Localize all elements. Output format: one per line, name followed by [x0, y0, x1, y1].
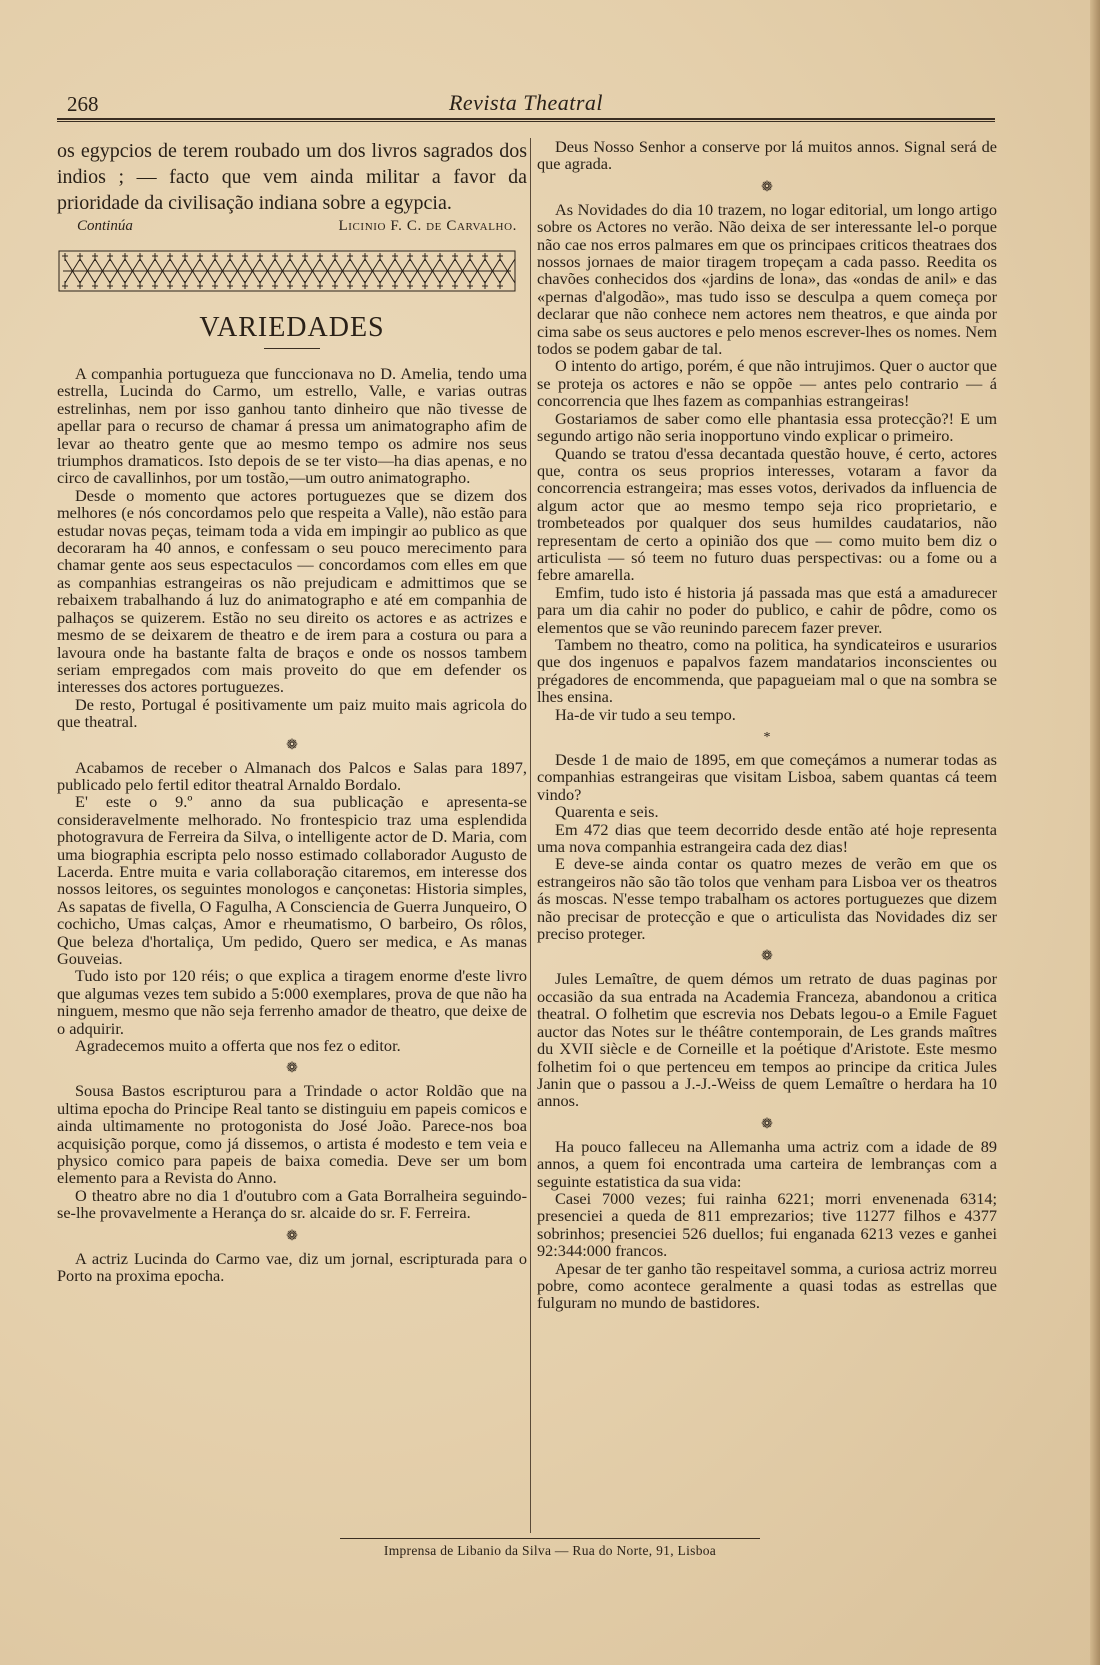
footer-rule	[340, 1538, 760, 1539]
title-underline	[264, 348, 320, 349]
paragraph: Quarenta e seis.	[555, 802, 659, 822]
paragraph: As Novidades do dia 10 trazem, no logar editorial, um longo artigo sobre os Actores no verão. Não deixa de ser interessante lel-o porque não cae nos erros palmares em que os principaes criticos theatraes dos nossos jornaes de maior tiragem tropeçam a cada passo. Reedita os chavões conhecidos dos «jardins de lona», das «ondas de anil» e das «pernas d'algodão», mas tudo isso se desculpa a quem começa por declarar que não conhece nem actores nem theatros, e que ainda por cima sabe os seus auctores e pelo menos escrever-lhes os nomes. Nem todos se podem gabar de tal.	[537, 199, 997, 359]
paragraph: E' este o 9.º anno da sua publicação e apresenta-se consideravelmente melhorado. No frontespicio traz uma esplendida photogravura de Ferreira da Silva, o intelligente actor de D. Maria, com uma biographia escripta pelo nosso estimado collaborador Augusto de Lacerda. Entre muita e varia collaboração citaremos, em interesse dos nossos leitores, os seguintes monologos e cançonetas: Historia simples, As sapatas de fivella, O Fagulha, A Consciencia de Guerra Junqueiro, O cochicho, Umas calças, Amor e rheumatismo, O barbeiro, Os rôlos, Que beleza d'hortaliça, Um pedido, Quero ser medica, e As manas Gouveias.	[57, 792, 527, 968]
page-footer	[0, 1538, 1100, 1559]
article-ending-text: os egypcios de terem roubado um dos livros sagrados dos indios ; — facto que vem ainda militar a favor da prioridade da civilisação indiana sobre a egypcia.	[57, 140, 527, 214]
section-title: VARIEDADES	[199, 312, 385, 343]
rosette-separator: ❁	[761, 949, 773, 965]
paragraph: Agradecemos muito a offerta que nos fez o editor.	[75, 1036, 401, 1056]
paragraph: Acabamos de receber o Almanach dos Palcos e Salas para 1897, publicado pelo fertil editor theatral Arnaldo Bordalo.	[57, 757, 527, 794]
rosette-separator: ❁	[761, 1116, 773, 1132]
continua-label: Continúa	[77, 218, 133, 234]
paragraph: De resto, Portugal é positivamente um paiz muito mais agricola do que theatral.	[57, 694, 527, 732]
header-rule-thin	[57, 121, 995, 122]
paragraph: A companhia portugueza que funccionava no D. Amelia, tendo uma estrella, Lucinda do Carmo, um estrello, Valle, e varias outras estrelinhas, nem por isso ganhou tanto dinheiro que não tivesse de apellar para o recurso de chamar á pressa um animatographo afim de levar ao theatro gente que ao mesmo tempo os admire nos seus triumphos dramaticos. Isto depois de se ter visto—ha dias apenas, e no circo de cavallinhos, por um tostão,—um outro animatographo.	[57, 364, 527, 488]
header-rule	[57, 118, 995, 120]
running-title: Revista Theatral	[448, 90, 604, 115]
paragraph: Ha-de vir tudo a seu tempo.	[555, 704, 736, 724]
paragraph: A actriz Lucinda do Carmo vae, diz um jornal, escripturada para o Porto na proxima epocha.	[57, 1248, 527, 1286]
page-number: 268	[67, 92, 99, 116]
paragraph: Em 472 dias que teem decorrido desde então até hoje representa uma nova companhia estrangeira cada dez dias!	[537, 819, 997, 857]
paragraph: Quando se tratou d'essa decantada questão houve, é certo, actores que, contra os seus proprios interesses, votaram a favor da concorrencia estrangeira; mas esses votos, derivados da influencia de algum actor que ao mesmo tempo seja rico proprietario, e trombeteados por qualquer dos seus humildes caudatarios, não representam de certo a opinião dos que — como muito bem diz o articulista — só teem no futuro duas perspectivas: ou a fome ou a febre amarella.	[537, 443, 997, 585]
left-column	[57, 138, 527, 1285]
article-ending	[57, 138, 527, 216]
paragraph: E deve-se ainda contar os quatro mezes de verão em que os estrangeiros não são tão tolos que venham para Lisboa ver os theatros ás moscas. N'esse tempo trabalham os actores portuguezes que dizem não precisar de protecção e que o articulista das Novidades diz ser preciso proteger.	[537, 854, 997, 944]
paragraph: Tambem no theatro, como na politica, ha syndicateiros e usurarios que dos ingenuos e papalvos fazem mandatarios inconscientes ou prégadores de encommenda, que papagueiam mal o que na sombra se lhes ensina.	[537, 634, 997, 707]
paragraph: Tudo isto por 120 réis; o que explica a tiragem enorme d'este livro que algumas vezes tem subido a 5:000 exemplares, prova de que não ha ninguem, mesmo que não seja ferrenho amador de theatro, que deixe de o adquirir.	[57, 966, 527, 1038]
column-divider	[530, 138, 531, 1533]
page-header	[57, 88, 995, 120]
paragraph: O theatro abre no dia 1 d'outubro com a Gata Borralheira seguindo-se-lhe provavelmente a Herança do sr. alcaide do sr. F. Ferreira.	[57, 1185, 527, 1223]
paragraph: O intento do artigo, porém, é que não intrujimos. Quer o auctor que se proteja os actores e não se oppõe — antes pelo contrario — á concorrencia que lhes fazem as companhias estrangeiras!	[537, 356, 997, 411]
rosette-separator: ❁	[286, 1061, 298, 1077]
paragraph: Desde o momento que actores portuguezes que se dizem dos melhores (e nós concordamos pelo que respeita a Valle), não estão para estudar novas peças, teimam toda a vida em impingir ao publico as que decoraram ha 40 annos, e confessam o seu pouco merecimento para chamar gente aos seus espectaculos — concordamos com elles em que as companhias estrangeiras os não prejudicam e admittimos que se rebaixem trabalhando á luz do animatographo e até em companhia de palhaços se quizerem. Estão no seu direito os actores e as actrizes e mesmo de se deixarem de theatro e de irem para a costura ou para a lavoura onde ha bastante falta de braços e onde os nossos tambem seriam empregados com mais proveito do que em defender os interesses dos actores portuguezes.	[57, 485, 527, 697]
rosette-separator: ❁	[286, 1228, 298, 1244]
paragraph: Gostariamos de saber como elle phantasia essa protecção?! E um segundo artigo não seria inopportuno vindo explicar o primeiro.	[537, 408, 997, 446]
printer-imprint: Imprensa de Libanio da Silva — Rua do Norte, 91, Lisboa	[383, 1543, 717, 1558]
rosette-separator: ❁	[286, 737, 298, 753]
paragraph: Jules Lemaître, de quem démos um retrato de duas paginas por occasião da sua entrada na Academia Franceza, abandonou a critica theatral. O folhetim que escrevia nos Debats legou-o a Emile Faguet auctor das Notes sur le théâtre contemporain, de Les grands maîtres du XVII siècle e de Corneille et la poétique d'Aristote. Este mesmo folhetim foi o que pertenceu em tempos ao principe da critica Jules Janin que o passou a J.-J.-Weiss de quem Lemaître o herdara ha 10 annos.	[537, 969, 997, 1111]
page-edge	[1090, 0, 1100, 1665]
paragraph: Ha pouco falleceu na Allemanha uma actriz com a idade de 89 annos, a quem foi encontrada uma carteira de lembranças com a seguinte estatistica da sua vida:	[537, 1136, 997, 1191]
paragraph: Apesar de ter ganho tão respeitavel somma, a curiosa actriz morreu pobre, como acontece geralmente a quasi todas as estrellas que fulguram no mundo de bastidores.	[537, 1258, 997, 1313]
rosette-separator: ❁	[761, 179, 773, 195]
paragraph: Desde 1 de maio de 1895, em que começámos a numerar todas as companhias estrangeiras que visitam Lisboa, sabem quantas cá teem vindo?	[537, 750, 997, 804]
asterisk-separator: *	[763, 730, 771, 745]
right-column	[537, 138, 997, 1312]
paragraph: Casei 7000 vezes; fui rainha 6221; morri envenenada 6314; presenciei a queda de 811 emprezarios; tive 11277 filhos e 4377 sobrinhos; presenciei 526 duellos; fui enganada 6213 vezes e ganhei 92:344:000 francos.	[537, 1188, 997, 1261]
paragraph: Emfim, tudo isto é historia já passada mas que está a amadurecer para um dia cahir no poder do publico, e cahir de pôdre, como os elementos que se vão reunindo parecem fazer prever.	[537, 582, 997, 637]
decorative-border-ornament	[57, 249, 517, 293]
paragraph: Deus Nosso Senhor a conserve por lá muitos annos. Signal será de que agrada.	[537, 137, 997, 174]
article-signature	[57, 218, 527, 235]
paragraph: Sousa Bastos escripturou para a Trindade o actor Roldão que na ultima epocha do Principe Real tanto se distinguiu em papeis comicos e ainda ultimamente no protogonista do José João. Parece-nos boa acquisição porque, como já dissemos, o artista é modesto e tem veia e physico comico para papeis de baixa comedia. Deve ser um bom elemento para a Revista do Anno.	[57, 1081, 527, 1188]
author-name: Licinio F. C. de Carvalho.	[338, 218, 517, 234]
